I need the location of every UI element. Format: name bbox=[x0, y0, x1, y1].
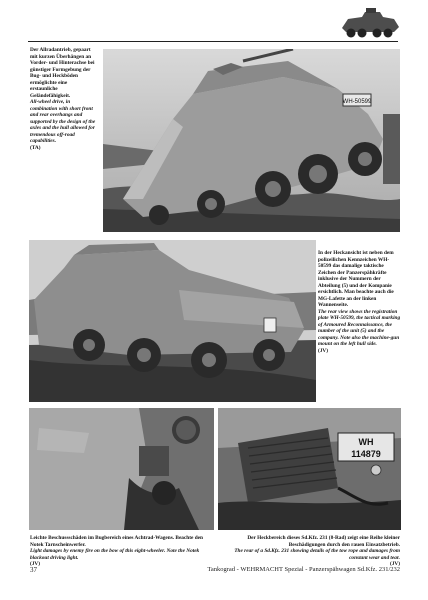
header-rule bbox=[28, 41, 398, 42]
page-number: 37 bbox=[30, 566, 37, 574]
photo-vehicle-rear-view bbox=[29, 240, 316, 402]
running-title: Tankograd - WEHRMACHT Spezial - Panzerspähwagen Sd.Kfz. 231/232 bbox=[207, 566, 400, 573]
caption-bottom-right: Der Heckbereich dieses Sd.Kfz. 231 (8-Rad) zeigt eine Reihe kleiner Beschädigungen durch den rauen Einsatzbetrieb. The rear of a Sd.Kfz. 231 showing details of the tow rope and damages from constant wear and tear. (JV) bbox=[234, 535, 400, 567]
caption-top: Der Allradantrieb, gepaart mit kurzen Überhängen an Vorder- und Hinterachse bei günstiger Formgebung der Bug- und Heckböden ermöglichte eine erstaunliche Geländefähigkeit. All-wheel drive, in combination with short front and rear overhangs and supported by the design of the axles and the hull allowed for tremendous off-road capabilities. (TA) bbox=[30, 47, 96, 151]
photo-vehicle-off-road bbox=[103, 49, 400, 232]
header-vehicle-thumbnail bbox=[334, 6, 404, 40]
caption-middle: In der Heckansicht ist neben dem polizeilichen Kennzeichen WH-50599 das damalige taktische Zeichen der Panzerspähkräfte inklusive der Nummern der Abteilung (5) und der Kompanie ersichtlich. Man beachte auch die MG-Lafette an der linken Wannenseite. The rear view shows the registration plate WH-50599, the tactical marking of Armoured Reconnaissance, the number of the unit (5) and the company. Note also the machine-gun mount on the left hull side. (JV) bbox=[318, 250, 401, 354]
svg-text:WH: WH bbox=[358, 437, 374, 447]
photo-rear-detail bbox=[218, 408, 401, 530]
svg-text:WH-50599: WH-50599 bbox=[342, 99, 372, 105]
photo-bow-damage bbox=[29, 408, 214, 530]
svg-text:114879: 114879 bbox=[351, 449, 381, 459]
caption-bottom-left: Leichte Beschussschäden im Bugbereich eines Achtrad-Wagens. Beachte den Notek Tarnscheinwerfer. Light damages by enemy fire on the bow of this eight-wheeler. Note the Notek blackout driving light. (JV) bbox=[30, 535, 203, 567]
